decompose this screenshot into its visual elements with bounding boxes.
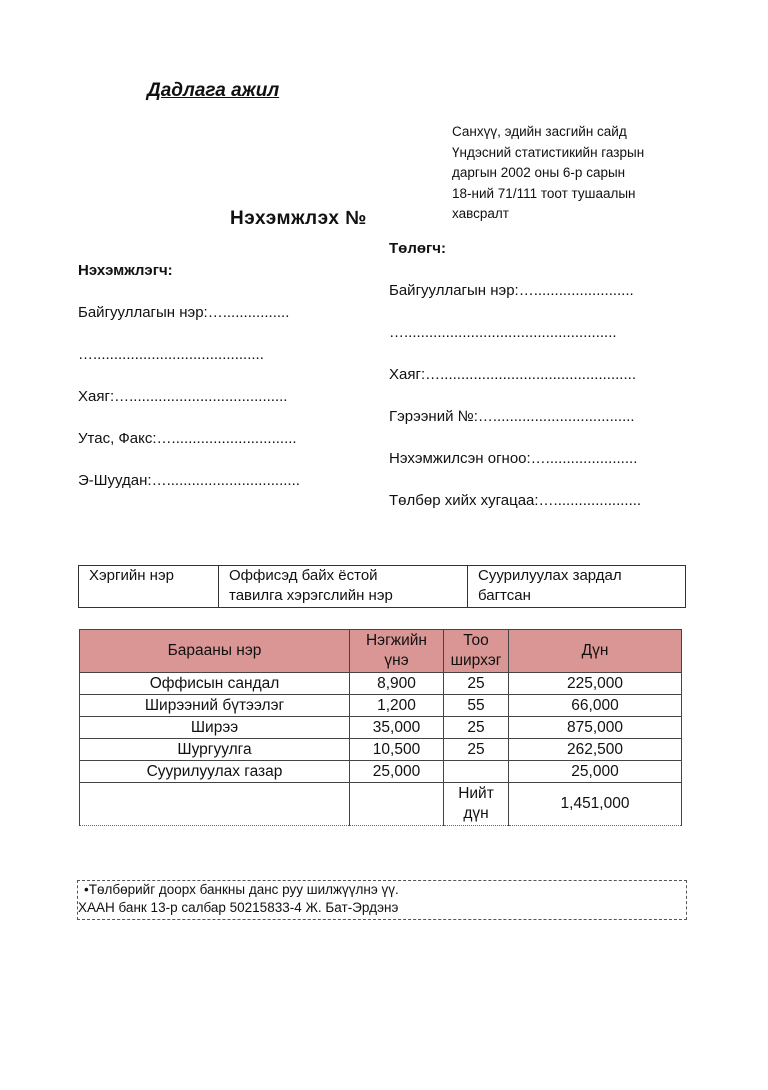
item-name-cell: Шургуулга xyxy=(80,739,350,761)
issuer-heading: Нэхэмжлэгч: xyxy=(78,262,173,279)
table-row xyxy=(80,673,682,695)
payer-org-continued: …................................................... xyxy=(389,324,617,341)
bank-account-line: ХААН банк 13-р салбар 50215833-4 Ж. Бат-Эрдэнэ xyxy=(78,900,399,915)
issuer-phone-field: Утас, Факс:….............................. xyxy=(78,430,297,447)
document-title: Дадлага ажил xyxy=(147,80,280,101)
note-line: Үндэсний статистикийн газрын xyxy=(452,144,645,160)
issuer-address-field: Хаяг:…...................................... xyxy=(78,388,288,405)
regulation-note xyxy=(452,122,644,225)
bank-transfer-note xyxy=(77,880,687,920)
payer-org-field: Байгууллагын нэр:…........................ xyxy=(389,282,634,299)
installation-cost-cell: Суурилуулах зардал багтсан xyxy=(468,566,686,608)
table-row xyxy=(80,739,682,761)
unit-price-cell: 25,000 xyxy=(350,761,444,783)
table-row xyxy=(80,761,682,783)
quantity-cell: 25 xyxy=(444,673,509,695)
amount-cell: 875,000 xyxy=(509,717,682,739)
items-header-row xyxy=(80,630,682,673)
quantity-cell: 55 xyxy=(444,695,509,717)
case-info-table xyxy=(78,565,686,608)
table-row xyxy=(80,717,682,739)
payer-date-field: Нэхэмжилсэн огноо:…...................... xyxy=(389,450,638,467)
payer-address-field: Хаяг:…............................................... xyxy=(389,366,636,383)
issuer-org-field: Байгууллагын нэр:…................ xyxy=(78,304,290,321)
furniture-name-cell: Оффисэд байх ёстой тавилга хэрэгслийн нэр xyxy=(219,566,468,608)
header-unit-price: Нэгжийн үнэ xyxy=(350,630,444,673)
note-line: 18-ний 71/111 тоот тушаалын xyxy=(452,185,636,201)
amount-cell: 66,000 xyxy=(509,695,682,717)
items-table xyxy=(79,629,682,826)
note-line: даргын 2002 оны 6-р сарын xyxy=(452,165,626,180)
item-name-cell: Оффисын сандал xyxy=(80,673,350,695)
total-label: Нийт дүн xyxy=(444,783,509,826)
total-row xyxy=(80,783,682,826)
quantity-cell: 25 xyxy=(444,739,509,761)
unit-price-cell: 35,000 xyxy=(350,717,444,739)
item-name-cell: Суурилуулах газар xyxy=(80,761,350,783)
invoice-title: Нэхэмжлэх № xyxy=(230,208,367,229)
unit-price-cell: 8,900 xyxy=(350,673,444,695)
header-amount: Дүн xyxy=(509,630,682,673)
note-line: Санхүү, эдийн засгийн сайд xyxy=(452,124,627,139)
payer-contract-field: Гэрээний №:….................................. xyxy=(389,408,635,425)
amount-cell: 225,000 xyxy=(509,673,682,695)
empty-cell xyxy=(350,783,444,826)
case-name-cell: Хэргийн нэр xyxy=(79,566,219,608)
issuer-email-field: Э-Шуудан:…................................ xyxy=(78,472,300,489)
item-name-cell: Ширээ xyxy=(80,717,350,739)
bank-instruction-line: •Төлбөрийг доорх банкны данс руу шилжүүлнэ үү. xyxy=(84,882,399,897)
header-item-name: Барааны нэр xyxy=(80,630,350,673)
note-line: хавсралт xyxy=(452,206,509,221)
header-quantity: Тоо ширхэг xyxy=(444,630,509,673)
empty-cell xyxy=(80,783,350,826)
quantity-cell: 25 xyxy=(444,717,509,739)
issuer-org-continued: …......................................... xyxy=(78,346,264,363)
payer-due-field: Төлбөр хийх хугацаа:…..................... xyxy=(389,492,642,509)
amount-cell: 25,000 xyxy=(509,761,682,783)
quantity-cell xyxy=(444,761,509,783)
amount-cell: 262,500 xyxy=(509,739,682,761)
payer-heading: Төлөгч: xyxy=(389,240,446,257)
table-row xyxy=(80,695,682,717)
item-name-cell: Ширээний бүтээлэг xyxy=(80,695,350,717)
unit-price-cell: 1,200 xyxy=(350,695,444,717)
unit-price-cell: 10,500 xyxy=(350,739,444,761)
total-value: 1,451,000 xyxy=(509,783,682,826)
